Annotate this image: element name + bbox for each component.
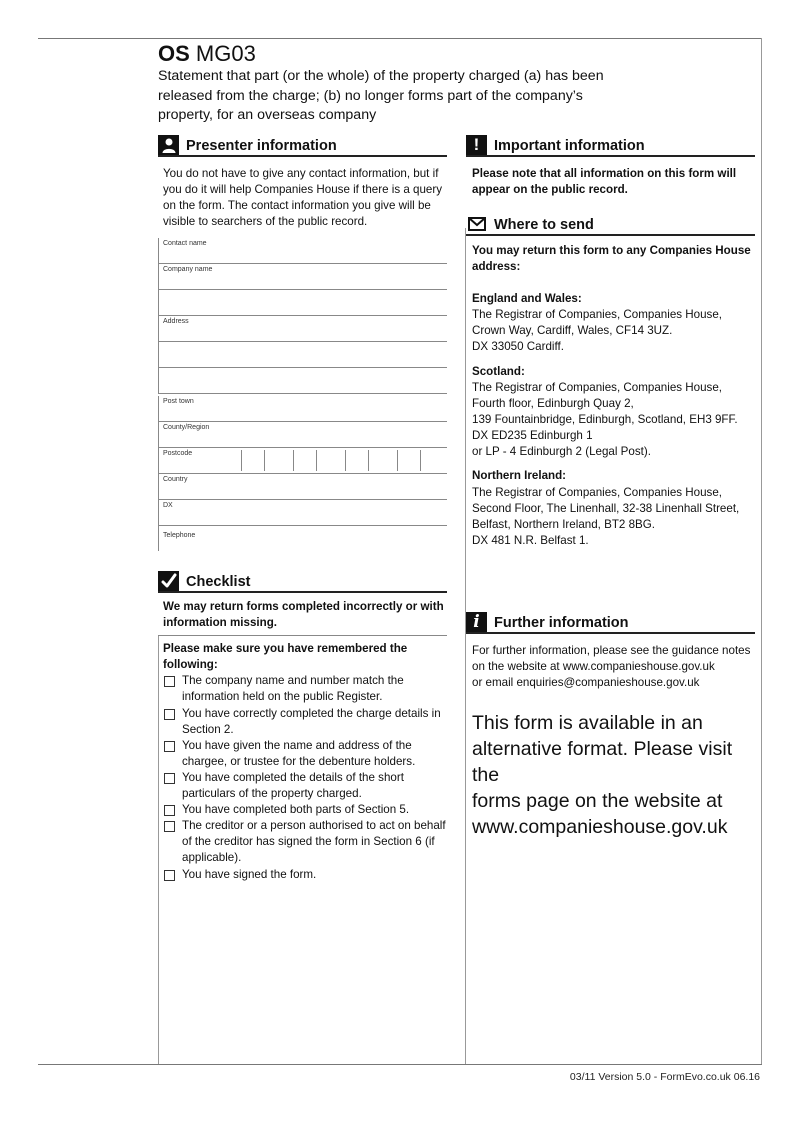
form-code-prefix: OS [158, 41, 190, 66]
address-field[interactable] [158, 316, 447, 342]
presenter-intro: You do not have to give any contact information, but if you do it will help Companies House if there is a query on the form. The contact information you give will be visible to searchers of the public record. [163, 167, 443, 228]
telephone-label: Telephone [163, 532, 196, 539]
further-heading: Further information [494, 615, 629, 631]
checklist-section-header [158, 571, 447, 593]
left-column-rule [158, 636, 159, 1064]
where-heading: Where to send [494, 217, 594, 233]
company-name-line-2[interactable] [158, 290, 447, 316]
important-text: Please note that all information on this form will appear on the public record. [472, 167, 737, 196]
checkbox-4[interactable] [164, 773, 175, 784]
checklist-item-text: You have completed both parts of Section 5. [182, 803, 410, 816]
address-line: Crown Way, Cardiff, Wales, CF14 3UZ. [472, 324, 673, 337]
checklist-warning: We may return forms completed incorrectly or with information missing. [163, 600, 444, 629]
address-line: DX ED235 Edinburgh 1 [472, 429, 593, 442]
footer-version: 03/11 Version 5.0 - FormEvo.co.uk 06.16 [569, 1071, 760, 1083]
checkbox-1[interactable] [164, 676, 175, 687]
further-line: or email enquiries@companieshouse.gov.uk [472, 676, 700, 689]
further-line: on the website at www.companieshouse.gov.uk [472, 660, 715, 673]
important-heading: Important information [494, 138, 645, 154]
notice-line: alternative format. Please visit the [472, 738, 733, 786]
postcode-box-2[interactable] [293, 450, 317, 471]
checkbox-6[interactable] [164, 821, 175, 832]
scotland-heading: Scotland: [472, 365, 525, 378]
checklist-item-text: You have given the name and address of the chargee, or trustee for the debenture holders. [182, 739, 416, 768]
further-section-header [466, 612, 755, 634]
checklist-item-text: You have completed the details of the short particulars of the property charged. [182, 771, 404, 800]
further-line: For further information, please see the guidance notes [472, 644, 751, 657]
checklist-lead: Please make sure you have remembered the following: [163, 642, 408, 671]
alternative-format-notice [472, 710, 760, 840]
address-line-2[interactable] [158, 342, 447, 368]
company-name-label: Company name [163, 266, 213, 273]
ni-address [472, 485, 760, 549]
where-section-header [466, 214, 755, 236]
checklist-items [164, 673, 454, 893]
person-icon [158, 135, 179, 155]
postcode-box-1[interactable] [241, 450, 265, 471]
checkbox-2[interactable] [164, 709, 175, 720]
address-line: The Registrar of Companies, Companies House, [472, 486, 723, 499]
checklist-divider [158, 635, 447, 636]
notice-line: forms page on the website at [472, 790, 723, 812]
info-icon: i [466, 612, 487, 632]
postcode-box-3[interactable] [345, 450, 369, 471]
postcode-field[interactable] [158, 448, 447, 474]
checklist-item-text: You have correctly completed the charge details in Section 2. [182, 707, 441, 736]
contact-name-label: Contact name [163, 240, 207, 247]
dx-label: DX [163, 502, 173, 509]
post-town-label: Post town [163, 398, 194, 405]
further-text [472, 643, 760, 691]
address-line: Second Floor, The Linenhall, 32-38 Linenhall Street, [472, 502, 740, 515]
england-heading: England and Wales: [472, 292, 582, 305]
checkbox-7[interactable] [164, 870, 175, 881]
postcode-box-4[interactable] [397, 450, 421, 471]
checkbox-3[interactable] [164, 741, 175, 752]
address-line: DX 33050 Cardiff. [472, 340, 564, 353]
england-address [472, 307, 758, 355]
scotland-address [472, 380, 760, 460]
form-code-number: MG03 [195, 41, 256, 66]
notice-line: www.companieshouse.gov.uk [472, 816, 728, 838]
address-line: The Registrar of Companies, Companies House, [472, 381, 723, 394]
postcode-label: Postcode [163, 450, 193, 457]
county-region-field[interactable] [158, 422, 447, 448]
presenter-fields [158, 238, 447, 548]
middle-column-rule [465, 228, 466, 1064]
post-town-field[interactable] [158, 396, 447, 422]
checklist-item-text: The company name and number match the information held on the public Register. [182, 674, 404, 703]
bottom-rule [38, 1064, 762, 1065]
checkbox-5[interactable] [164, 805, 175, 816]
country-label: Country [163, 476, 188, 483]
county-region-label: County/Region [163, 424, 210, 431]
envelope-icon [466, 214, 487, 234]
presenter-section-header [158, 135, 447, 157]
ni-heading: Northern Ireland: [472, 469, 567, 482]
address-line: Belfast, Northern Ireland, BT2 8BG. [472, 518, 656, 531]
dx-field[interactable] [158, 500, 447, 526]
address-label: Address [163, 318, 189, 325]
top-rule [38, 38, 762, 39]
right-rule [761, 38, 762, 1064]
checklist-item-text: You have signed the form. [182, 868, 317, 881]
important-section-header [466, 135, 755, 157]
checklist-heading: Checklist [186, 574, 251, 590]
address-line-3[interactable] [158, 368, 447, 394]
presenter-heading: Presenter information [186, 138, 337, 154]
company-name-field[interactable] [158, 264, 447, 290]
check-icon [158, 571, 179, 591]
exclamation-icon: ! [466, 135, 487, 155]
telephone-field[interactable] [158, 526, 447, 551]
contact-name-field[interactable] [158, 238, 447, 264]
form-title: Statement that part (or the whole) of the property charged (a) has been released from the charge; (b) no longer forms part of the company’s property, for an overseas company [158, 68, 604, 123]
checklist-item-text: The creditor or a person authorised to act on behalf of the creditor has signed the form in Section 6 (if applicable). [182, 819, 446, 864]
notice-line: This form is available in an [472, 712, 703, 734]
address-line: The Registrar of Companies, Companies House, [472, 308, 723, 321]
address-line: 139 Fountainbridge, Edinburgh, Scotland, EH3 9FF. [472, 413, 738, 426]
country-field[interactable] [158, 474, 447, 500]
address-line: DX 481 N.R. Belfast 1. [472, 534, 589, 547]
where-intro: You may return this form to any Companies House address: [472, 244, 751, 273]
form-code [158, 42, 256, 66]
address-line: or LP - 4 Edinburgh 2 (Legal Post). [472, 445, 651, 458]
address-line: Fourth floor, Edinburgh Quay 2, [472, 397, 634, 410]
